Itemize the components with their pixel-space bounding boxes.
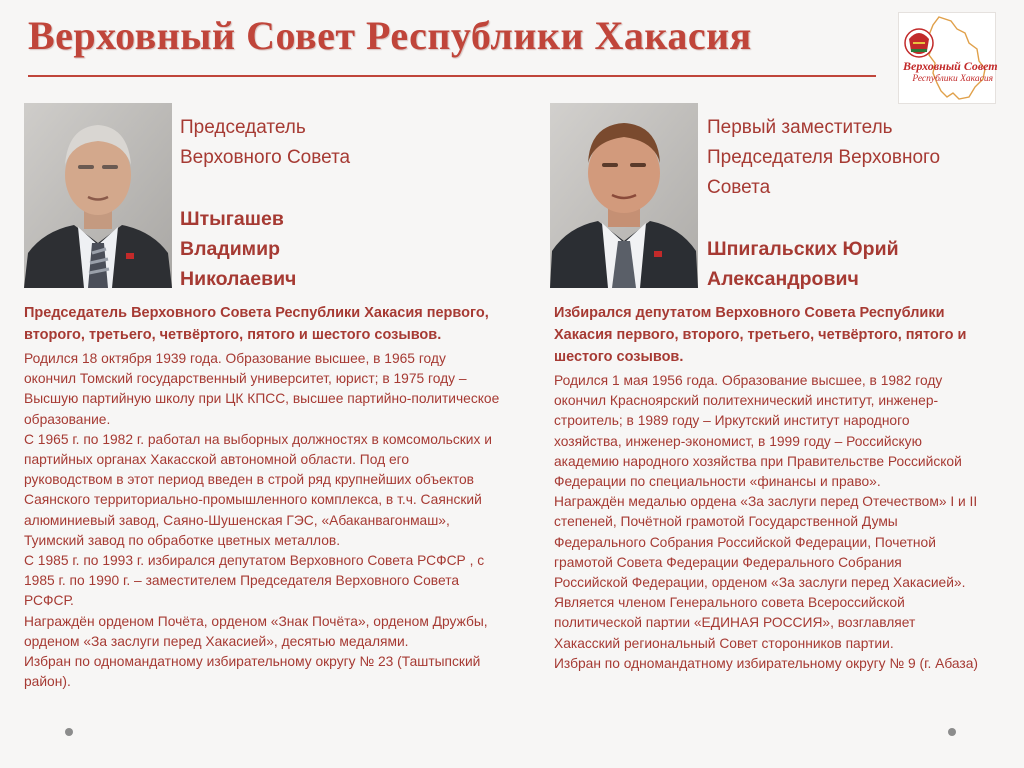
parliament-logo bbox=[898, 12, 996, 104]
deputy-chairman-biography bbox=[554, 302, 978, 674]
khakassia-map-icon bbox=[899, 13, 998, 103]
deputy-chairman-role: Первый заместитель Председателя Верховного Совета bbox=[707, 117, 941, 198]
deputy-bio-lead: Избирался депутатом Верховного Совета Республики Хакасия первого, второго, третьего, четвёртого, пятого и шестого созывов. bbox=[554, 305, 967, 365]
chairman-name: Штыгашев Владимир Николаевич bbox=[180, 208, 297, 290]
chairman-bio-paragraph: С 1985 г. по 1993 г. избирался депутатом Верховного Совета РСФСР , с 1985 г. по 1990 г. – заместителем Председателя Верховного Совета РСФСР. bbox=[24, 553, 485, 609]
deputy-bio-paragraph: Награждён медалью ордена «За заслуги перед Отечеством» I и II степеней, Почётной грамотой Государственной Думы Федерального Собрания Российской Федерации, Почетной грамотой Совета Федерации Федерального Собрания Российской Федерации, орденом «За заслуги перед Хакасией». bbox=[554, 494, 978, 591]
slide-dot-left bbox=[65, 728, 73, 736]
deputy-bio-paragraph: Является членом Генерального совета Всероссийской политической партии «ЕДИНАЯ РОССИЯ», возглавляет Хакасский региональный Совет сторонников партии. bbox=[554, 595, 916, 651]
chairman-role: Председатель Верховного Совета bbox=[180, 117, 351, 168]
logo-text-line2: Республики Хакасия bbox=[912, 74, 993, 84]
deputy-chairman-name: Шпигальских Юрий Александрович bbox=[707, 238, 899, 290]
deputy-bio-paragraph: Родился 1 мая 1956 года. Образование высшее, в 1982 году окончил Красноярский политехнический институт, инженер-строитель; в 1989 году – Иркутский институт народного хозяйства, инженер-экономист, в 1999 году – Российскую академию народного хозяйства при Правительстве Российской Федерации по специальности «финансы и право». bbox=[554, 373, 962, 490]
slide-dot-right bbox=[948, 728, 956, 736]
chairman-bio-paragraph: Избран по одномандатному избирательному округу № 23 (Таштыпский район). bbox=[24, 654, 481, 690]
chairman-bio-paragraph: С 1965 г. по 1982 г. работал на выборных должностях в комсомольских и партийных органах Хакасской автономной области. Под его руководством в этот период введен в строй ряд крупнейших объектов Саянского территориально-промышленного комплекса, в т.ч. Саянский алюминиевый завод, Саяно-Шушенская ГЭС, «Абаканвагонмаш», Туимский завод по обработке цветных металлов. bbox=[24, 431, 492, 548]
chairman-bio-paragraph: Родился 18 октября 1939 года. Образование высшее, в 1965 году окончил Томский государственный университет, юрист; в 1975 году – Высшую партийную школу при ЦК КПСС, высшее партийно-политическое образование. bbox=[24, 351, 500, 427]
deputy-bio-paragraph: Избран по одномандатному избирательному округу № 9 (г. Абаза) bbox=[554, 655, 979, 671]
chairman-photo bbox=[24, 103, 172, 288]
logo-text-line1: Верховный Совет bbox=[903, 59, 998, 73]
title-divider bbox=[28, 75, 876, 77]
page-title: Верховный Совет Республики Хакасия bbox=[28, 13, 752, 58]
chairman-bio-lead: Председатель Верховного Совета Республики Хакасия первого, второго, третьего, четвёртого, пятого и шестого созывов. bbox=[24, 305, 489, 343]
chairman-biography bbox=[24, 302, 500, 692]
chairman-bio-paragraph: Награждён орденом Почёта, орденом «Знак Почёта», орденом Дружбы, орденом «За заслуги перед Хакасией», десятью медалями. bbox=[24, 613, 488, 649]
deputy-chairman-photo bbox=[550, 103, 698, 288]
